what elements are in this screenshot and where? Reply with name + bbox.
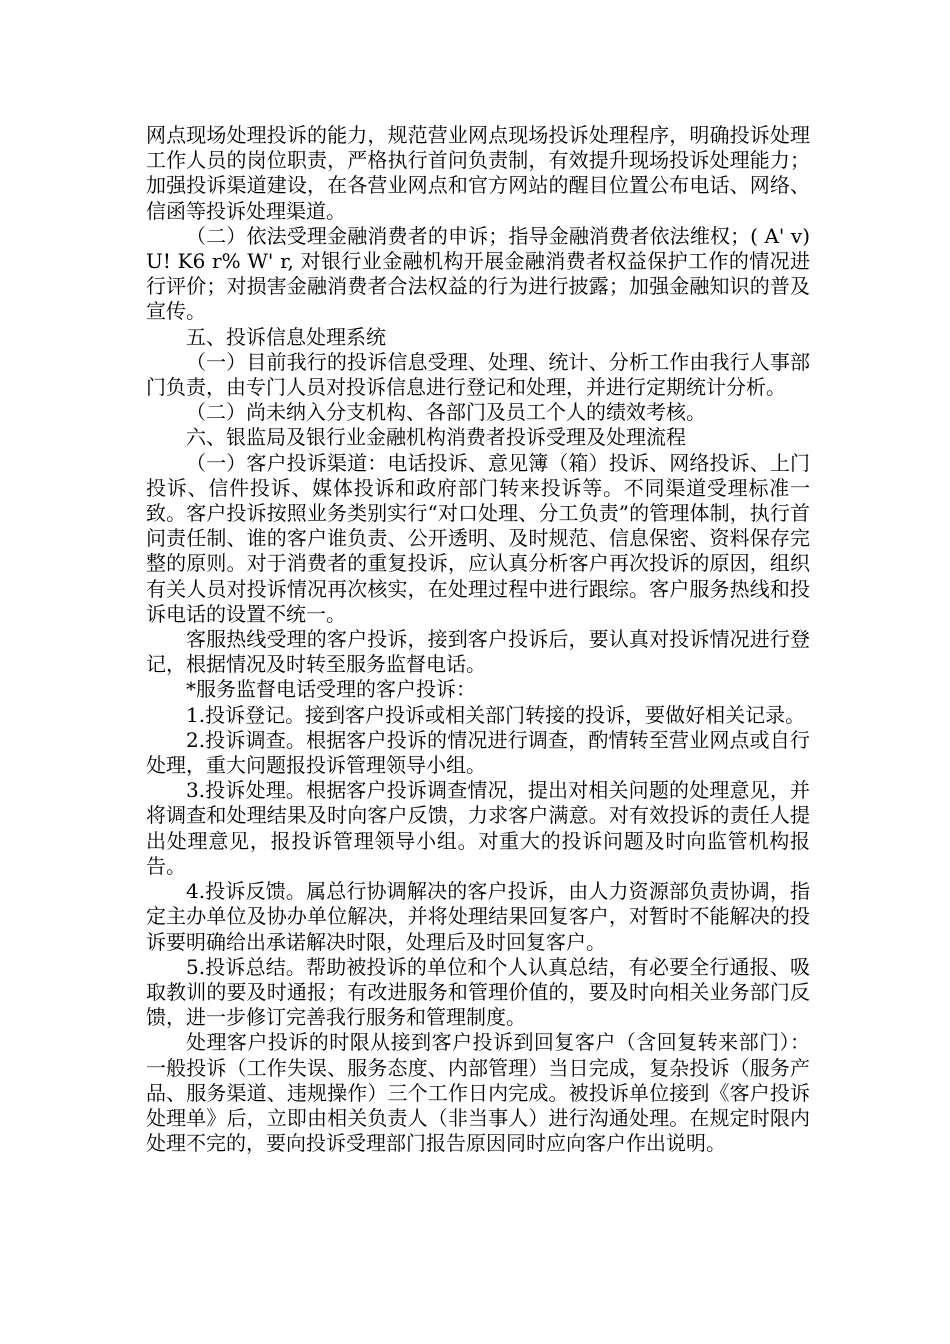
- section-heading-6: 六、银监局及银行业金融机构消费者投诉受理及处理流程: [186, 425, 686, 450]
- list-item-2: 2.投诉调查。根据客户投诉的情况进行调查，酌情转至营业网点或自行处理，重大问题报投诉管理领导小组。: [146, 727, 810, 778]
- section-heading-5: 五、投诉信息处理系统: [186, 324, 386, 349]
- paragraph-2: （二）依法受理金融消费者的申诉；指导金融消费者依法维权；( A' v) U! K6 r% W' r, 对银行业金融机构开展金融消费者权益保护工作的情况进行评价；对损害金融消费者合法权益的行为进行披露；加强金融知识的普及宣传。: [146, 223, 810, 324]
- list-item-5: 5.投诉总结。帮助被投诉的单位和个人认真总结，有必要全行通报、吸取教训的要及时通报；有改进服务和管理价值的，要及时向相关业务部门反馈，进一步修订完善我行服务和管理制度。: [146, 954, 810, 1030]
- paragraph-1: 网点现场处理投诉的能力，规范营业网点现场投诉处理程序，明确投诉处理工作人员的岗位职责，严格执行首问负责制，有效提升现场投诉处理能力；加强投诉渠道建设，在各营业网点和官方网站的醒目位置公布电话、网络、信函等投诉处理渠道。: [146, 123, 810, 223]
- paragraph-5: （二）尚未纳入分支机构、各部门及员工个人的绩效考核。: [186, 400, 706, 425]
- list-item-4: 4.投诉反馈。属总行协调解决的客户投诉，由人力资源部负责协调，指定主办单位及协办单位解决，并将处理结果回复客户，对暂时不能解决的投诉要明确给出承诺解决时限，处理后及时回复客户。: [146, 879, 810, 954]
- paragraph-9: *服务监督电话受理的客户投诉：: [186, 677, 476, 702]
- paragraph-15: 处理客户投诉的时限从接到客户投诉到回复客户（含回复转来部门）：一般投诉（工作失误、服务态度、内部管理）当日完成，复杂投诉（服务产品、服务渠道、违规操作）三个工作日内完成。被投诉单位接到《客户投诉处理单》后，立即由相关负责人（非当事人）进行沟通处理。在规定时限内处理不完的，要向投诉受理部门报告原因同时应向客户作出说明。: [146, 1030, 810, 1156]
- paragraph-8: 客服热线受理的客户投诉，接到客户投诉后，要认真对投诉情况进行登记，根据情况及时转至服务监督电话。: [146, 627, 810, 677]
- list-item-3: 3.投诉处理。根据客户投诉调查情况，提出对相关问题的处理意见，并将调查和处理结果及时向客户反馈，力求客户满意。对有效投诉的责任人提出处理意见，报投诉管理领导小组。对重大的投诉问题及时向监管机构报告。: [146, 778, 810, 878]
- document-body: [146, 123, 810, 1156]
- list-item-1: 1.投诉登记。接到客户投诉或相关部门转接的投诉，要做好相关记录。: [186, 702, 806, 727]
- paragraph-4: （一）目前我行的投诉信息受理、处理、统计、分析工作由我行人事部门负责，由专门人员对投诉信息进行登记和处理，并进行定期统计分析。: [146, 349, 810, 400]
- paragraph-7: （一）客户投诉渠道：电话投诉、意见簿（箱）投诉、网络投诉、上门投诉、信件投诉、媒体投诉和政府部门转来投诉等。不同渠道受理标准一致。客户投诉按照业务类别实行“对口处理、分工负责”的管理体制，执行首问责任制、谁的客户谁负责、公开透明、及时规范、信息保密、资料保存完整的原则。对于消费者的重复投诉，应认真分析客户再次投诉的原因，组织有关人员对投诉情况再次核实，在处理过程中进行跟综。客户服务热线和投诉电话的设置不统一。: [146, 450, 810, 626]
